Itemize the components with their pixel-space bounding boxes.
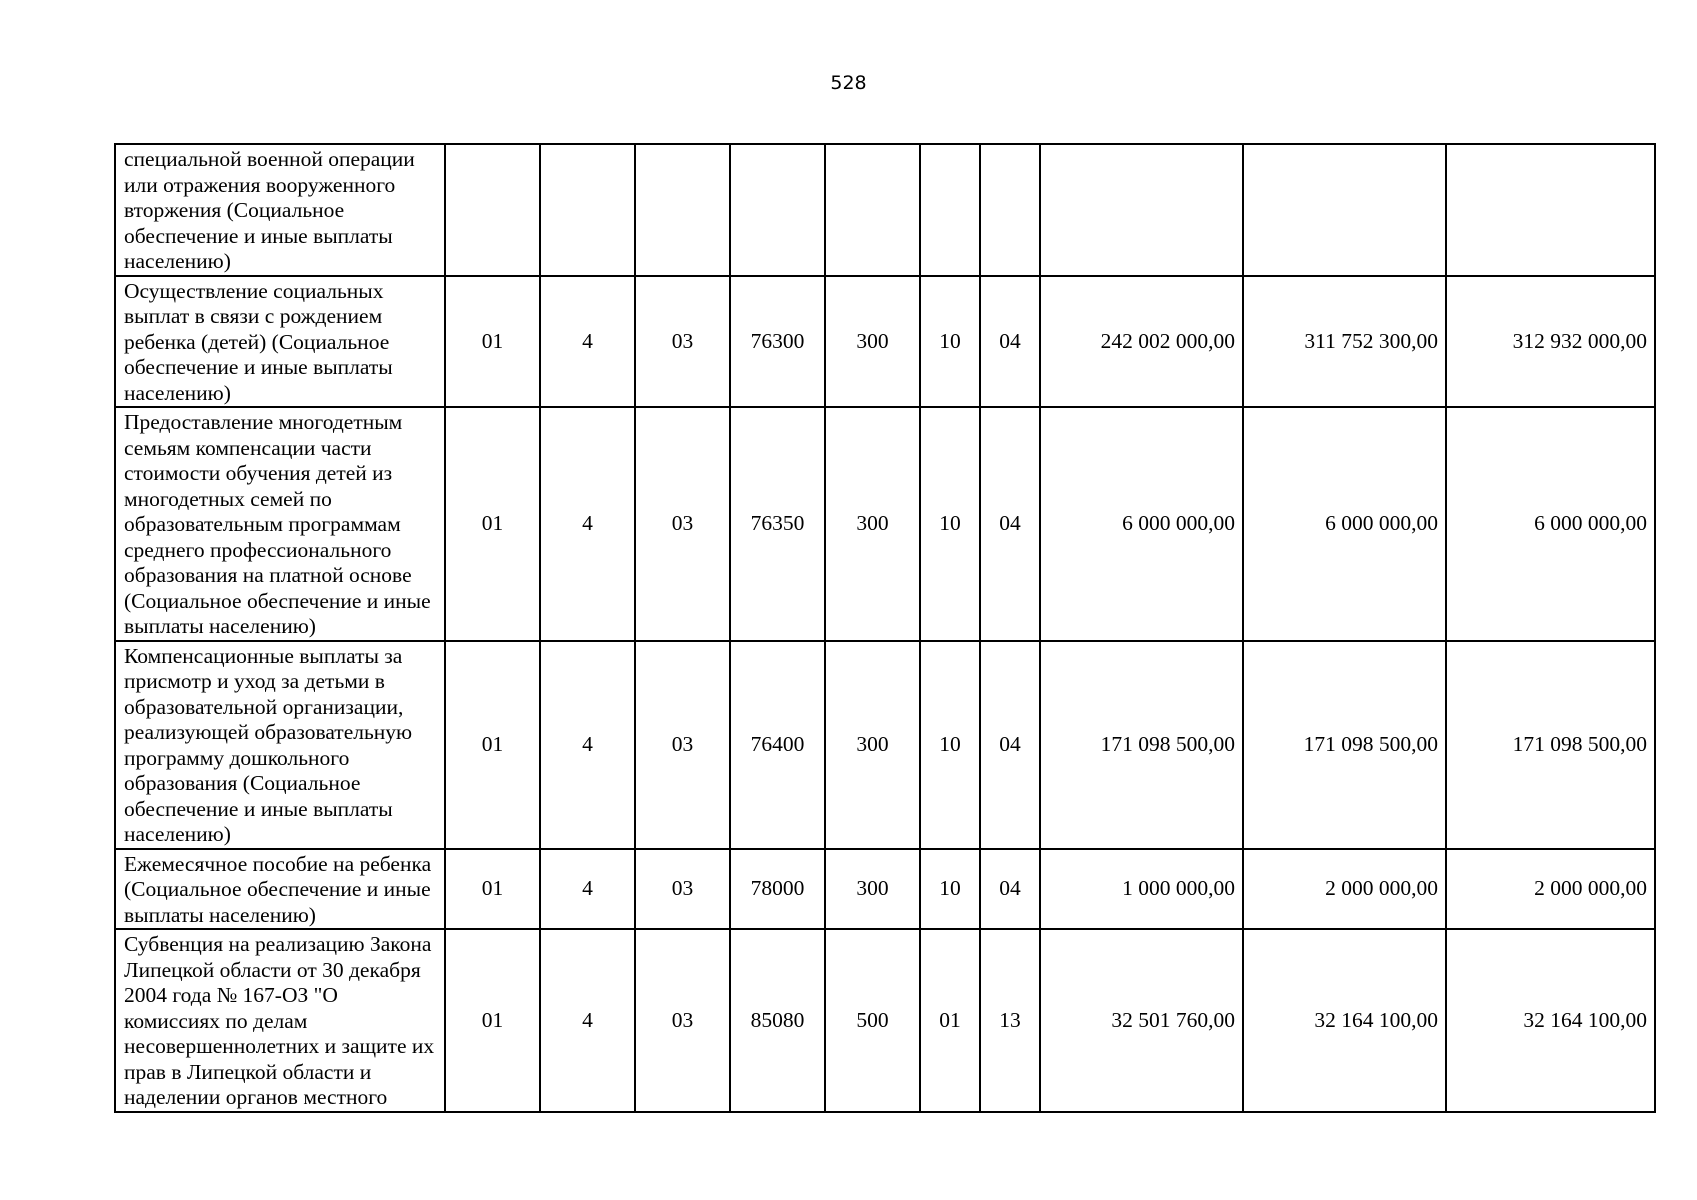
- amount-cell: 32 501 760,00: [1040, 929, 1243, 1112]
- code-cell: 300: [825, 276, 920, 408]
- code-cell: 76300: [730, 276, 825, 408]
- row-description: Субвенция на реализацию Закона Липецкой области от 30 декабря 2004 года № 167-ОЗ "О комиссиях по делам несовершеннолетних и защите их прав в Липецкой области и наделении органов местного: [115, 929, 445, 1112]
- amount-cell: 312 932 000,00: [1446, 276, 1655, 408]
- code-cell: 4: [540, 929, 635, 1112]
- amount-cell: 2 000 000,00: [1243, 849, 1446, 930]
- amount-cell: 6 000 000,00: [1040, 407, 1243, 641]
- code-cell: 78000: [730, 849, 825, 930]
- code-cell: 76400: [730, 641, 825, 849]
- amount-cell: 171 098 500,00: [1446, 641, 1655, 849]
- code-cell: [730, 144, 825, 276]
- row-description: Предоставление многодетным семьям компенсации части стоимости обучения детей из многодетных семей по образовательным программам среднего профессионального образования на платной основе (Социальное обеспечение и иные выплаты населению): [115, 407, 445, 641]
- code-cell: 300: [825, 641, 920, 849]
- amount-cell: 6 000 000,00: [1243, 407, 1446, 641]
- code-cell: 04: [980, 849, 1040, 930]
- amount-cell: 311 752 300,00: [1243, 276, 1446, 408]
- amount-cell: [1040, 144, 1243, 276]
- code-cell: 4: [540, 407, 635, 641]
- code-cell: 500: [825, 929, 920, 1112]
- code-cell: 300: [825, 407, 920, 641]
- code-cell: 01: [920, 929, 980, 1112]
- code-cell: 13: [980, 929, 1040, 1112]
- amount-cell: 1 000 000,00: [1040, 849, 1243, 930]
- code-cell: [980, 144, 1040, 276]
- code-cell: 4: [540, 276, 635, 408]
- row-description: специальной военной операции или отражения вооруженного вторжения (Социальное обеспечение и иные выплаты населению): [115, 144, 445, 276]
- amount-cell: 171 098 500,00: [1243, 641, 1446, 849]
- amount-cell: 242 002 000,00: [1040, 276, 1243, 408]
- table-row: [115, 641, 1655, 849]
- code-cell: 03: [635, 276, 730, 408]
- code-cell: 04: [980, 407, 1040, 641]
- table-row: [115, 276, 1655, 408]
- code-cell: 10: [920, 407, 980, 641]
- code-cell: 03: [635, 641, 730, 849]
- code-cell: 03: [635, 407, 730, 641]
- amount-cell: 32 164 100,00: [1446, 929, 1655, 1112]
- code-cell: 300: [825, 849, 920, 930]
- row-description: Компенсационные выплаты за присмотр и уход за детьми в образовательной организации, реализующей образовательную программу дошкольного образования (Социальное обеспечение и иные выплаты населению): [115, 641, 445, 849]
- code-cell: 10: [920, 849, 980, 930]
- code-cell: [445, 144, 540, 276]
- code-cell: 01: [445, 849, 540, 930]
- code-cell: 76350: [730, 407, 825, 641]
- row-description: Ежемесячное пособие на ребенка (Социальное обеспечение и иные выплаты населению): [115, 849, 445, 930]
- code-cell: 03: [635, 849, 730, 930]
- page-number: 528: [830, 72, 867, 94]
- code-cell: 04: [980, 276, 1040, 408]
- code-cell: 4: [540, 641, 635, 849]
- code-cell: 01: [445, 929, 540, 1112]
- code-cell: [920, 144, 980, 276]
- code-cell: 10: [920, 641, 980, 849]
- table-row: [115, 849, 1655, 930]
- row-description: Осуществление социальных выплат в связи с рождением ребенка (детей) (Социальное обеспечение и иные выплаты населению): [115, 276, 445, 408]
- code-cell: [635, 144, 730, 276]
- code-cell: 01: [445, 276, 540, 408]
- code-cell: 10: [920, 276, 980, 408]
- table-row: [115, 144, 1655, 276]
- code-cell: [825, 144, 920, 276]
- code-cell: 01: [445, 641, 540, 849]
- table-row: [115, 929, 1655, 1112]
- code-cell: 85080: [730, 929, 825, 1112]
- amount-cell: 2 000 000,00: [1446, 849, 1655, 930]
- code-cell: 01: [445, 407, 540, 641]
- amount-cell: 171 098 500,00: [1040, 641, 1243, 849]
- code-cell: 04: [980, 641, 1040, 849]
- amount-cell: [1243, 144, 1446, 276]
- amount-cell: [1446, 144, 1655, 276]
- code-cell: 03: [635, 929, 730, 1112]
- code-cell: [540, 144, 635, 276]
- table-row: [115, 407, 1655, 641]
- code-cell: 4: [540, 849, 635, 930]
- budget-table: [114, 143, 1656, 1113]
- amount-cell: 6 000 000,00: [1446, 407, 1655, 641]
- amount-cell: 32 164 100,00: [1243, 929, 1446, 1112]
